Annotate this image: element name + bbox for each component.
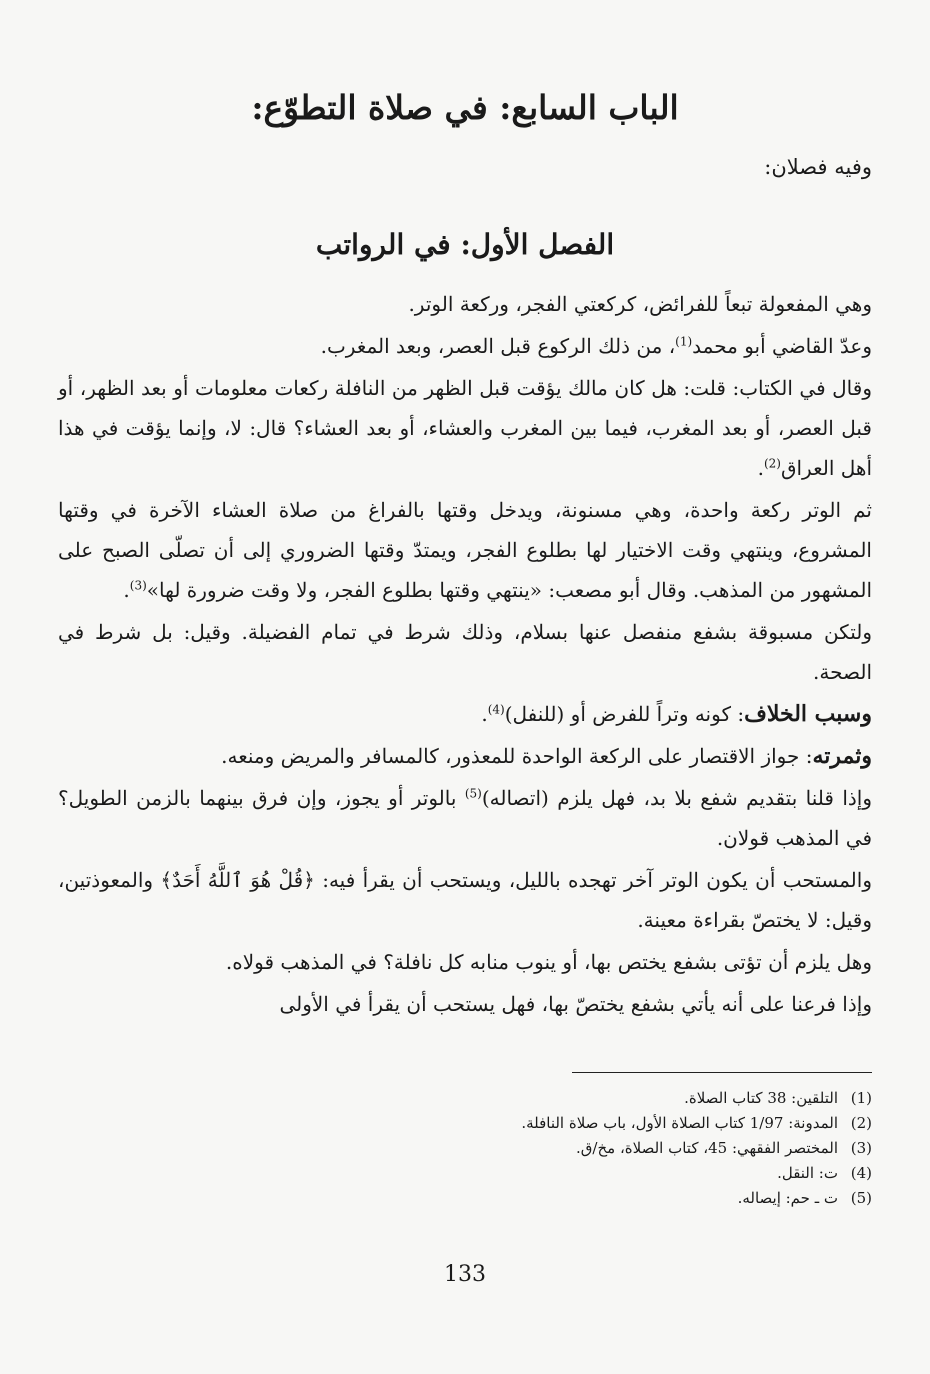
footnote-text: ت ـ حم: إيصاله. <box>737 1189 838 1207</box>
paragraph <box>58 942 872 982</box>
paragraph <box>58 736 872 776</box>
footnote-text: التلقين: 38 كتاب الصلاة. <box>684 1089 838 1107</box>
footnote-ref[interactable]: (2) <box>763 456 781 471</box>
paragraph-lead: وسبب الخلاف <box>744 701 872 727</box>
footnote-divider <box>572 1072 872 1073</box>
paragraph-text: . <box>481 702 488 726</box>
paragraph <box>58 694 872 734</box>
paragraph <box>58 284 872 324</box>
footnote-item <box>58 1186 872 1211</box>
paragraph-text: بالوتر أو يجوز، وإن فرق بينهما بالزمن الطويل؟ في المذهب قولان. <box>58 786 872 850</box>
paragraph <box>58 368 872 488</box>
paragraph-text: وإذا فرعنا على أنه يأتي بشفع يختصّ بها، فهل يستحب أن يقرأ في الأولى <box>279 992 872 1016</box>
footnote-number: (2) <box>850 1114 872 1132</box>
paragraph-text: وعدّ القاضي أبو محمد <box>692 334 872 358</box>
section-title: الفصل الأول: في الرواتب <box>315 228 615 261</box>
paragraph <box>58 490 872 610</box>
footnote-item <box>58 1086 872 1111</box>
footnote-ref[interactable]: (5) <box>464 786 482 801</box>
paragraph <box>58 860 872 940</box>
footnote-number: (4) <box>850 1164 872 1182</box>
paragraph-text: ولتكن مسبوقة بشفع منفصل عنها بسلام، وذلك شرط في تمام الفضيلة. وقيل: بل شرط في الصحة. <box>58 620 872 684</box>
footnote-number: (5) <box>850 1189 872 1207</box>
footnote-item <box>58 1161 872 1186</box>
paragraph-text: وإذا قلنا بتقديم شفع بلا بد، فهل يلزم (اتصاله) <box>481 786 873 810</box>
footnote-text: المدونة: 1/97 كتاب الصلاة الأول، باب صلاة النافلة. <box>521 1114 838 1132</box>
paragraph-text: . <box>757 456 764 480</box>
chapter-title: الباب السابع: في صلاة التطوّع: <box>251 88 679 127</box>
page-number: 133 <box>444 1262 486 1287</box>
footnotes-list <box>58 1086 872 1211</box>
paragraph-text: ، من ذلك الركوع قبل العصر، وبعد المغرب. <box>320 334 676 358</box>
paragraph <box>58 326 872 366</box>
paragraph-text: : كونه وتراً للفرض أو (للنفل) <box>504 702 745 726</box>
paragraph-text: وقال في الكتاب: قلت: هل كان مالك يؤقت قبل الظهر من النافلة ركعات معلومات أو بعد الظهر، أو قبل العصر، أو بعد المغرب، فيما بين المغرب والعشاء، أو بعد العشاء؟ قال: لا، وإنما يؤقت في هذا أهل العراق <box>58 376 872 480</box>
intro-text: وفيه فصلان: <box>764 155 872 179</box>
footnote-number: (3) <box>850 1139 872 1157</box>
footnote-item <box>58 1111 872 1136</box>
footnote-text: المختصر الفقهي: 45، كتاب الصلاة، مخ/ق. <box>576 1139 838 1157</box>
paragraph-lead: وثمرته <box>812 743 872 769</box>
paragraph-text: ثم الوتر ركعة واحدة، وهي مسنونة، ويدخل وقتها بالفراغ من صلاة العشاء الآخرة في وقتها المشروع، وينتهي وقت الاختيار لها بطلوع الفجر، ويمتدّ وقتها الضروري إلى أن تصلّى الصبح على المشهور من المذهب. وقال أبو مصعب: «ينتهي وقتها بطلوع الفجر، ولا وقت ضرورة لها» <box>58 498 872 602</box>
footnote-ref[interactable]: (1) <box>675 334 693 349</box>
paragraph-text: . <box>123 578 130 602</box>
footnote-text: ت: النقل. <box>777 1164 838 1182</box>
paragraph-text: والمستحب أن يكون الوتر آخر تهجده بالليل، ويستحب أن يقرأ فيه: ﴿قُلْ هُوَ ٱللَّهُ أَحَدٌ﴾ والمعوذتين، وقيل: لا يختصّ بقراءة معينة. <box>58 868 872 932</box>
footnote-number: (1) <box>850 1089 872 1107</box>
paragraph <box>58 612 872 692</box>
footnote-item <box>58 1136 872 1161</box>
paragraph-text: : جواز الاقتصار على الركعة الواحدة للمعذور، كالمسافر والمريض ومنعه. <box>221 744 813 768</box>
paragraph-text: وهل يلزم أن تؤتى بشفع يختص بها، أو ينوب منابه كل نافلة؟ في المذهب قولاه. <box>225 950 872 974</box>
paragraph-text: وهي المفعولة تبعاً للفرائض، كركعتي الفجر، وركعة الوتر. <box>408 292 872 316</box>
paragraph <box>58 778 872 858</box>
paragraph <box>58 984 872 1024</box>
footnote-ref[interactable]: (4) <box>487 702 505 717</box>
body-text <box>58 284 872 1026</box>
footnote-ref[interactable]: (3) <box>129 578 147 593</box>
